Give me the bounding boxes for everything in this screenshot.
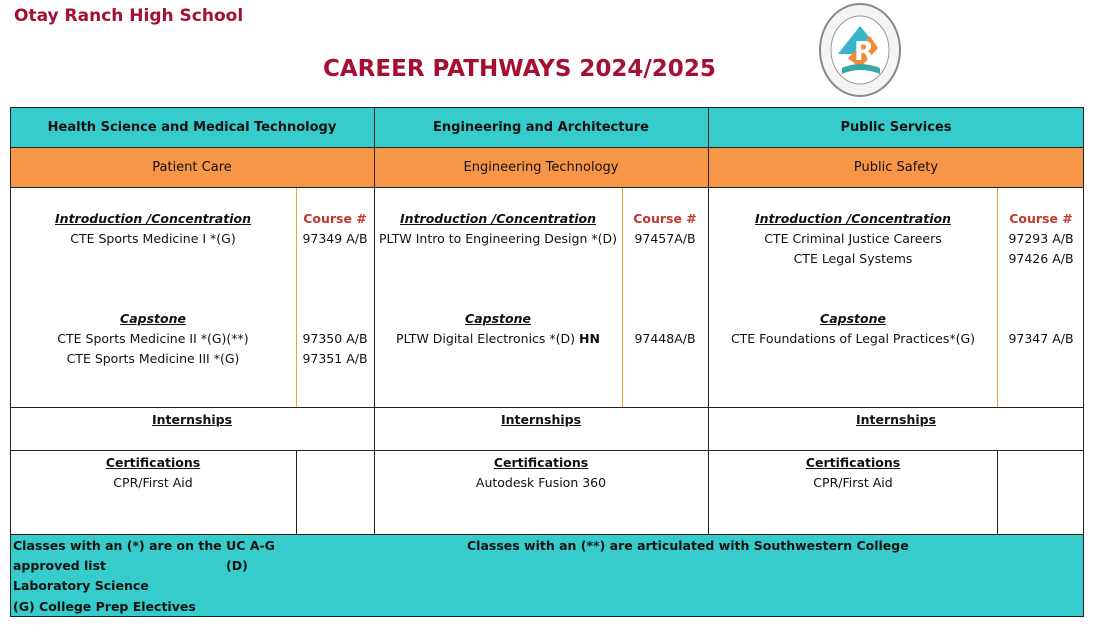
footer-line-2-tag: (D) — [226, 558, 248, 573]
footer-notes — [10, 534, 1084, 617]
pathways-table — [10, 107, 1084, 617]
course-number: 97457A/B — [634, 231, 696, 246]
intro-label: Introduction /Concentration — [400, 211, 596, 226]
course-name: PLTW Digital Electronics *(D) HN — [396, 331, 600, 346]
course-number: 97448A/B — [634, 331, 696, 346]
section-header-public-services: Public Services — [708, 107, 1084, 147]
table-border — [374, 107, 375, 534]
course-column-divider — [622, 187, 623, 407]
course-name: CTE Legal Systems — [793, 251, 913, 266]
table-border — [10, 534, 1084, 535]
intro-label: Introduction /Concentration — [55, 211, 251, 226]
course-number-label: Course # — [633, 211, 697, 226]
capstone-label: Capstone — [465, 311, 531, 326]
pathway-public-safety: Public Safety — [708, 147, 1084, 187]
pathway-engineering-technology: Engineering Technology — [374, 147, 708, 187]
table-border — [10, 450, 1084, 451]
table-border — [1083, 107, 1084, 617]
course-number: 97347 A/B — [1008, 331, 1074, 346]
course-number-label: Course # — [303, 211, 367, 226]
table-border — [10, 107, 1084, 108]
course-name: CTE Foundations of Legal Practices*(G) — [730, 331, 976, 346]
pathway-patient-care: Patient Care — [10, 147, 374, 187]
course-number: 97350 A/B — [302, 331, 368, 346]
certifications-label: Certifications — [805, 455, 901, 470]
footer-line-2: approved list — [13, 558, 106, 573]
footer-articulated: Classes with an (**) are articulated with Southwestern College — [467, 538, 909, 553]
footer-line-4: (G) College Prep Electives — [13, 599, 196, 614]
table-border — [10, 616, 1084, 617]
table-border — [10, 107, 11, 617]
table-border — [10, 147, 1084, 148]
course-number: 97293 A/B — [1008, 231, 1074, 246]
internships-label: Internships — [500, 412, 582, 427]
school-name: Otay Ranch High School — [14, 6, 244, 26]
footer-line-3: Laboratory Science — [13, 578, 149, 593]
page-title: CAREER PATHWAYS 2024/2025 — [323, 56, 716, 82]
section-header-health: Health Science and Medical Technology — [10, 107, 374, 147]
logo-letter: R — [853, 37, 875, 67]
course-column-divider — [997, 187, 998, 407]
certifications-label: Certifications — [105, 455, 201, 470]
footer-line-1: Classes with an (*) are on the UC A-G — [13, 538, 275, 553]
course-name: CTE Sports Medicine III *(G) — [66, 351, 240, 366]
table-border — [10, 407, 1084, 408]
internships-label: Internships — [151, 412, 233, 427]
certification-value: CPR/First Aid — [113, 475, 193, 490]
course-number: 97426 A/B — [1008, 251, 1074, 266]
course-number: 97351 A/B — [302, 351, 368, 366]
course-name: CTE Criminal Justice Careers — [764, 231, 942, 246]
certification-value: Autodesk Fusion 360 — [475, 475, 607, 490]
capstone-label: Capstone — [120, 311, 186, 326]
table-border — [997, 450, 998, 534]
section-header-engineering: Engineering and Architecture — [374, 107, 708, 147]
table-border — [10, 187, 1084, 188]
course-name: CTE Sports Medicine II *(G)(**) — [57, 331, 249, 346]
internships-label: Internships — [855, 412, 937, 427]
intro-label: Introduction /Concentration — [755, 211, 951, 226]
certifications-label: Certifications — [493, 455, 589, 470]
table-border — [708, 107, 709, 534]
certification-value: CPR/First Aid — [813, 475, 893, 490]
course-column-divider — [296, 187, 297, 407]
course-number: 97349 A/B — [302, 231, 368, 246]
capstone-label: Capstone — [820, 311, 886, 326]
course-name: PLTW Intro to Engineering Design *(D) — [378, 231, 617, 246]
course-name: CTE Sports Medicine I *(G) — [70, 231, 236, 246]
course-number-label: Course # — [1009, 211, 1073, 226]
table-border — [296, 450, 297, 534]
college-career-readiness-logo — [818, 2, 902, 98]
